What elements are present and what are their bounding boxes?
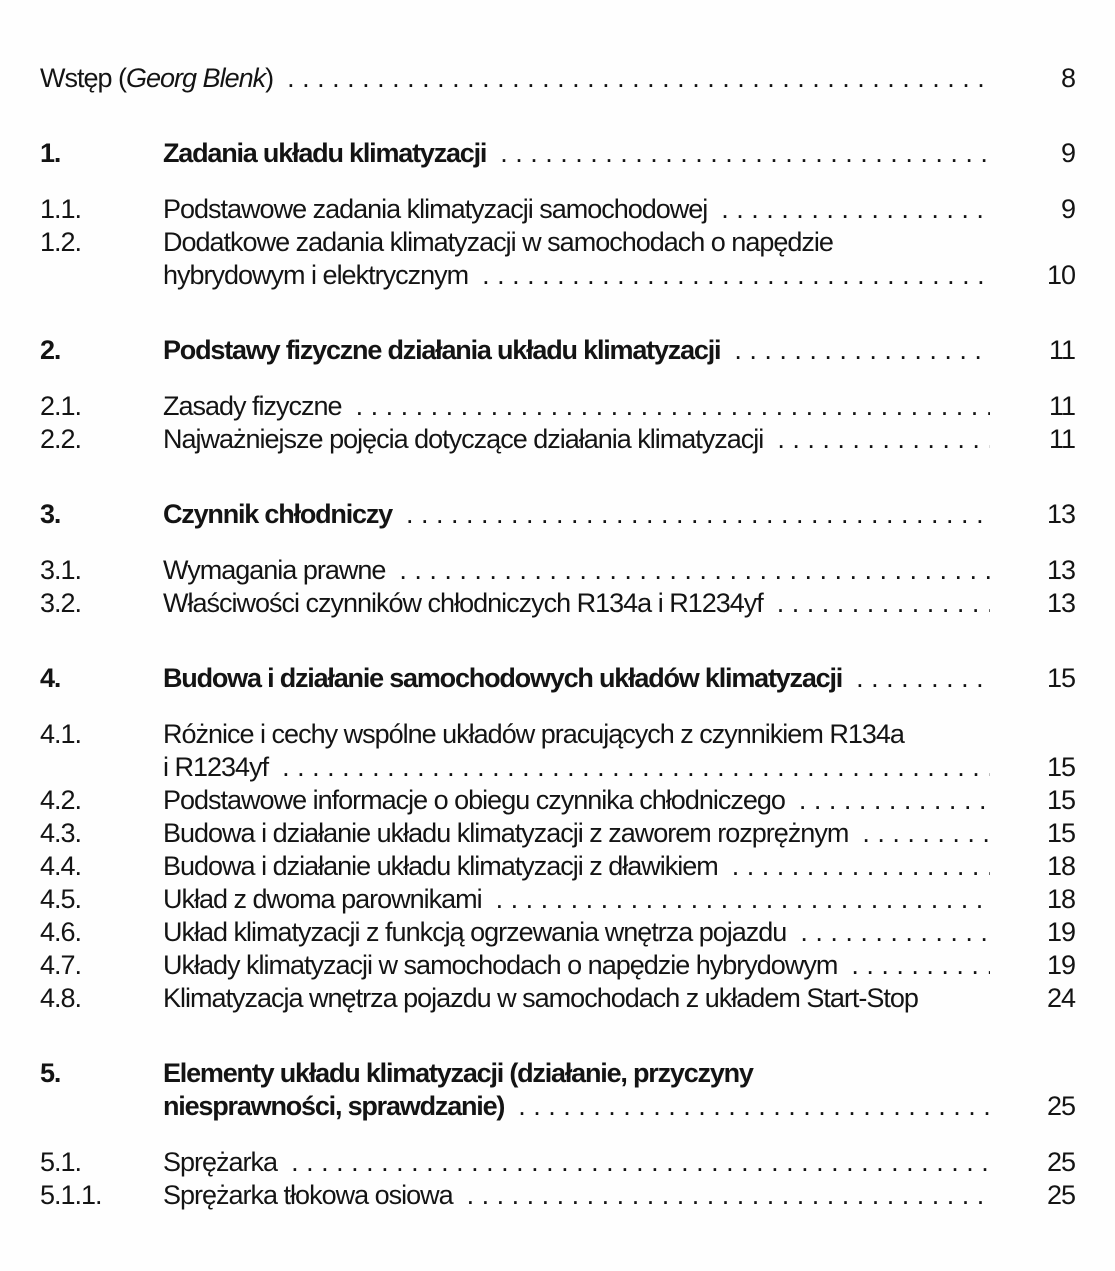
toc-entry-body bbox=[163, 751, 990, 784]
toc-entry-page: 8 bbox=[1060, 63, 1075, 93]
toc-entry bbox=[40, 718, 1075, 751]
dot-leader bbox=[518, 1090, 990, 1123]
toc-entry-page: 15 bbox=[1046, 663, 1075, 693]
toc-entry-body bbox=[163, 949, 990, 982]
toc-entry-number: 4.4. bbox=[40, 851, 82, 881]
toc-entry-page: 18 bbox=[1046, 884, 1075, 914]
toc-entry-page: 11 bbox=[1048, 335, 1075, 365]
toc-entry-number: 3.2. bbox=[40, 588, 82, 618]
toc-entry-number: 5.1. bbox=[40, 1147, 82, 1177]
toc-entry bbox=[40, 1057, 1075, 1090]
toc-entry bbox=[40, 916, 1075, 949]
toc-entry bbox=[40, 334, 1075, 367]
toc-entry-body bbox=[163, 554, 990, 587]
toc-entry-body bbox=[163, 850, 990, 883]
toc-entry-title: Wymagania prawne bbox=[163, 555, 386, 585]
toc-entry-title: Układy klimatyzacji w samochodach o napędzie hybrydowym bbox=[163, 950, 838, 980]
toc-entry-number: 1. bbox=[40, 138, 61, 168]
toc-entry-body bbox=[163, 259, 990, 292]
toc-entry-continuation bbox=[40, 751, 1075, 784]
toc-entry-number: 4.1. bbox=[40, 719, 82, 749]
toc-entry-page: 19 bbox=[1046, 917, 1075, 947]
dot-leader bbox=[734, 334, 990, 367]
toc-entry-title: Budowa i działanie układu klimatyzacji z dławikiem bbox=[163, 851, 718, 881]
dot-leader bbox=[856, 662, 990, 695]
toc-entry-number: 2.2. bbox=[40, 424, 82, 454]
toc-entry-body bbox=[163, 1146, 990, 1179]
toc-entry-page: 15 bbox=[1046, 752, 1075, 782]
toc-entry-body bbox=[163, 662, 990, 695]
dot-leader bbox=[799, 784, 990, 817]
toc-entry-body bbox=[163, 883, 990, 916]
toc-entry-title: Czynnik chłodniczy bbox=[163, 499, 392, 529]
toc-entry bbox=[40, 390, 1075, 423]
toc-entry-page: 24 bbox=[1046, 983, 1075, 1013]
toc-entry-number: 4.8. bbox=[40, 983, 82, 1013]
dot-leader bbox=[732, 850, 990, 883]
toc-entry-number: 5. bbox=[40, 1058, 61, 1088]
dot-leader bbox=[777, 587, 990, 620]
toc-entry-page: 10 bbox=[1046, 260, 1075, 290]
toc-entry-page: 25 bbox=[1046, 1180, 1075, 1210]
dot-leader bbox=[500, 137, 990, 170]
toc-entry-title: Podstawowe zadania klimatyzacji samochodowej bbox=[163, 194, 708, 224]
toc-entry-title: Zasady fizyczne bbox=[163, 391, 342, 421]
toc-entry-number: 4.7. bbox=[40, 950, 82, 980]
toc-entry-page: 18 bbox=[1046, 851, 1075, 881]
toc-entry-title: Elementy układu klimatyzacji (działanie, przyczyny bbox=[163, 1058, 753, 1088]
toc-entry-number: 3.1. bbox=[40, 555, 82, 585]
dot-leader bbox=[399, 554, 990, 587]
toc-entry-body bbox=[163, 498, 990, 531]
toc-entry-page: 15 bbox=[1046, 785, 1075, 815]
toc-entry-number: 4.3. bbox=[40, 818, 82, 848]
intro-author-italic: Georg Blenk bbox=[126, 63, 266, 93]
toc-entry bbox=[40, 423, 1075, 456]
dot-leader bbox=[291, 1146, 990, 1179]
toc-entry-title: Sprężarka tłokowa osiowa bbox=[163, 1180, 453, 1210]
toc-entry-body bbox=[40, 62, 990, 95]
toc-entry-body bbox=[163, 784, 990, 817]
dot-leader bbox=[496, 883, 990, 916]
toc-entry-page: 13 bbox=[1046, 588, 1075, 618]
toc-entry-number: 4.2. bbox=[40, 785, 82, 815]
toc-entry-body bbox=[163, 718, 1075, 751]
toc-entry-title-line2: hybrydowym i elektrycznym bbox=[163, 260, 469, 290]
toc-entry-body bbox=[163, 1179, 990, 1212]
dot-leader bbox=[777, 423, 990, 456]
dot-leader bbox=[851, 949, 990, 982]
toc-entry-body bbox=[163, 334, 990, 367]
toc-entry-body bbox=[163, 982, 990, 1015]
toc-entry bbox=[40, 883, 1075, 916]
toc-entry-title: Właściwości czynników chłodniczych R134a i R1234yf bbox=[163, 588, 763, 618]
toc-entry-title: Podstawowe informacje o obiegu czynnika chłodniczego bbox=[163, 785, 785, 815]
toc-entry-page: 9 bbox=[1060, 138, 1075, 168]
toc-entry-title: Budowa i działanie samochodowych układów klimatyzacji bbox=[163, 663, 843, 693]
toc-entry-body bbox=[163, 587, 990, 620]
toc-entry-number: 5.1.1. bbox=[40, 1180, 102, 1210]
toc-entry-body bbox=[163, 390, 990, 423]
toc-entry-page: 9 bbox=[1060, 194, 1075, 224]
dot-leader bbox=[467, 1179, 990, 1212]
toc-entry-body bbox=[163, 137, 990, 170]
toc-entry-number: 2. bbox=[40, 335, 61, 365]
toc-entry bbox=[40, 784, 1075, 817]
toc-entry-page: 19 bbox=[1046, 950, 1075, 980]
dot-leader bbox=[282, 751, 990, 784]
toc-entry-page: 11 bbox=[1048, 424, 1075, 454]
dot-leader bbox=[862, 817, 990, 850]
toc-entry bbox=[40, 498, 1075, 531]
toc-entry-number: 4.6. bbox=[40, 917, 82, 947]
dot-leader bbox=[287, 62, 990, 95]
dot-leader bbox=[800, 916, 990, 949]
toc-entry-body bbox=[163, 1057, 1075, 1090]
toc-entry bbox=[40, 662, 1075, 695]
toc-entry-body bbox=[163, 226, 1075, 259]
toc-entry bbox=[40, 587, 1075, 620]
dot-leader bbox=[356, 390, 990, 423]
toc-entry-page: 13 bbox=[1046, 555, 1075, 585]
toc-entry-number: 3. bbox=[40, 499, 61, 529]
intro-title-pre: Wstęp ( bbox=[40, 63, 127, 93]
toc-entry-page: 25 bbox=[1046, 1147, 1075, 1177]
toc-entry-title: Budowa i działanie układu klimatyzacji z zaworem rozprężnym bbox=[163, 818, 849, 848]
toc-entry-number: 1.1. bbox=[40, 194, 82, 224]
toc-entry bbox=[40, 949, 1075, 982]
toc-entry bbox=[40, 817, 1075, 850]
toc-entry-page: 15 bbox=[1046, 818, 1075, 848]
toc-entry-title: Zadania układu klimatyzacji bbox=[163, 138, 487, 168]
toc-entry-intro bbox=[40, 62, 1075, 95]
toc-entry-title: Najważniejsze pojęcia dotyczące działania klimatyzacji bbox=[163, 424, 764, 454]
toc-entry-page: 11 bbox=[1048, 391, 1075, 421]
toc-entry bbox=[40, 1146, 1075, 1179]
toc-entry-continuation bbox=[40, 1090, 1075, 1123]
toc-entry-title: Układ klimatyzacji z funkcją ogrzewania wnętrza pojazdu bbox=[163, 917, 787, 947]
toc-entry-title bbox=[40, 62, 273, 95]
toc-entry bbox=[40, 193, 1075, 226]
toc-entry bbox=[40, 226, 1075, 259]
toc-entry-body bbox=[163, 1090, 990, 1123]
toc-entry-title: Dodatkowe zadania klimatyzacji w samochodach o napędzie bbox=[163, 227, 833, 257]
toc-entry bbox=[40, 850, 1075, 883]
toc-entry-continuation bbox=[40, 259, 1075, 292]
toc-entry-body bbox=[163, 193, 990, 226]
toc-entry bbox=[40, 137, 1075, 170]
toc-entry-title: Układ z dwoma parownikami bbox=[163, 884, 482, 914]
toc-entry bbox=[40, 554, 1075, 587]
toc-entry-title: Sprężarka bbox=[163, 1147, 278, 1177]
toc-entry-page: 25 bbox=[1046, 1091, 1075, 1121]
toc-entry-body bbox=[163, 423, 990, 456]
dot-leader bbox=[721, 193, 990, 226]
toc-entry bbox=[40, 982, 1075, 1015]
intro-title-post: ) bbox=[265, 63, 274, 93]
toc-entry-number: 2.1. bbox=[40, 391, 82, 421]
toc-entry-number: 4.5. bbox=[40, 884, 82, 914]
toc-entry-body bbox=[163, 817, 990, 850]
toc-entry-title: Klimatyzacja wnętrza pojazdu w samochodach z układem Start-Stop bbox=[163, 983, 918, 1013]
toc-entry-title: Podstawy fizyczne działania układu klimatyzacji bbox=[163, 335, 721, 365]
toc-entry-page: 13 bbox=[1046, 499, 1075, 529]
toc-entry bbox=[40, 1179, 1075, 1212]
toc-entry-title: Różnice i cechy wspólne układów pracujących z czynnikiem R134a bbox=[163, 719, 904, 749]
toc-entry-title-line2: niesprawności, sprawdzanie) bbox=[163, 1091, 505, 1121]
dot-leader bbox=[482, 259, 990, 292]
toc-entry-number: 4. bbox=[40, 663, 61, 693]
toc-entry-body bbox=[163, 916, 990, 949]
toc-entry-title-line2: i R1234yf bbox=[163, 752, 269, 782]
toc-entry-number: 1.2. bbox=[40, 227, 82, 257]
dot-leader bbox=[406, 498, 990, 531]
